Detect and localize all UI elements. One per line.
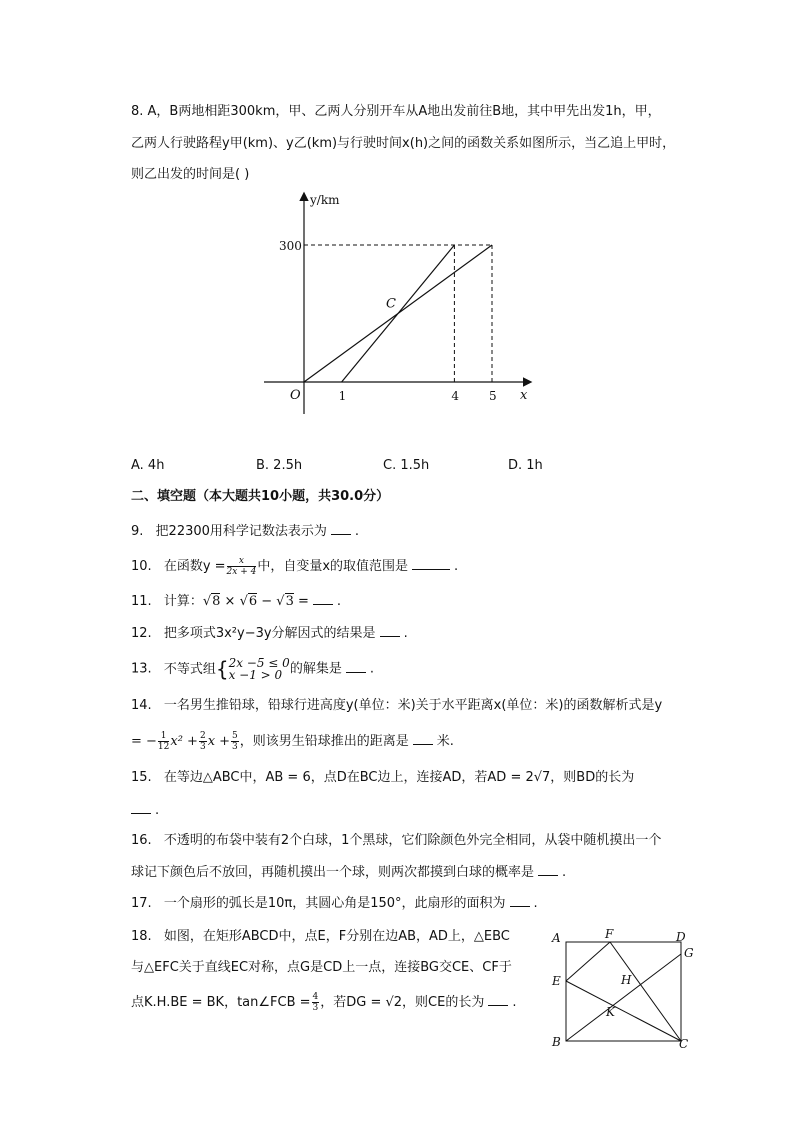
q11-answer-blank[interactable] — [313, 592, 333, 605]
q14-text: 一名男生推铅球，铅球行进高度y(单位：米)关于水平距离x(单位：米)的函数解析式是y — [163, 698, 663, 713]
q18-figure — [548, 926, 698, 1051]
q18-num: 18. — [131, 929, 152, 944]
q14-num: 14. — [131, 698, 152, 713]
q14-line2 — [131, 731, 454, 752]
q8-line2: 乙两人行驶路程y甲(km)、y乙(km)与行驶时间x(h)之间的函数关系如图所示，当乙追上甲时， — [131, 136, 676, 151]
q12-text: 把多项式3x²y−3y分解因式的结果是 — [163, 626, 376, 641]
q11-b: 6 — [248, 594, 258, 609]
q17-answer-blank[interactable] — [510, 894, 530, 907]
q10-frac-den: 2x + 4 — [226, 567, 257, 577]
y-axis-label: y/km — [310, 193, 340, 207]
q11-num: 11. — [131, 594, 152, 609]
option-c[interactable]: C. 1.5h — [383, 458, 430, 473]
section-heading: 二、填空题（本大题共10小题，共30.0分） — [131, 489, 390, 504]
q14-f2-num: 2 — [199, 731, 206, 741]
q15-line2 — [131, 801, 159, 820]
label-a: A — [552, 931, 561, 945]
segment-ef — [566, 942, 610, 981]
x-axis-label: x — [520, 388, 528, 403]
q14-post: ，则该男生铅球推出的距离是 — [239, 734, 409, 749]
q16-text2: 球记下颜色后不放回，再随机摸出一个球，则两次都摸到白球的概率是 — [131, 865, 535, 880]
q14-f1-den: 12 — [157, 742, 170, 752]
q14-t1: x² + — [170, 734, 198, 749]
q17-num: 17. — [131, 896, 152, 911]
q12-end: . — [403, 626, 408, 641]
q12-num: 12. — [131, 626, 152, 641]
y-tick-300: 300 — [279, 239, 302, 253]
q14-f2-den: 3 — [199, 742, 206, 752]
q12 — [131, 624, 408, 643]
q10-end: . — [454, 559, 459, 574]
q13: 13. 不等式组{ 2x −5 ≤ 0 x −1 > 0 的解集是 . — [131, 656, 374, 682]
q16-text1: 不透明的布袋中装有2个白球，1个黑球，它们除颜色外完全相同，从袋中随机摸出一个 — [163, 833, 662, 848]
q12-answer-blank[interactable] — [380, 624, 400, 637]
q10-num: 10. — [131, 559, 152, 574]
q13-num: 13. — [131, 661, 152, 677]
q11 — [131, 592, 341, 611]
q13-ineq1: 2x −5 ≤ 0 — [228, 656, 290, 670]
label-e: E — [552, 974, 561, 988]
q10-frac-num: x — [227, 556, 257, 567]
option-b[interactable]: B. 2.5h — [256, 458, 303, 473]
q13-post: 的解集是 — [289, 661, 342, 677]
label-f: F — [605, 927, 614, 941]
q11-eq: = — [293, 594, 309, 609]
q15-line1 — [131, 769, 634, 787]
x-tick-4: 4 — [451, 389, 460, 403]
label-c: C — [679, 1037, 689, 1051]
q14-t2: x + — [207, 734, 231, 749]
q18-answer-blank[interactable] — [488, 993, 508, 1006]
q16-num: 16. — [131, 833, 152, 848]
q9-text: 把22300用科学记数法表示为 — [155, 524, 327, 539]
q16-line2 — [131, 863, 566, 882]
q9-answer-blank[interactable] — [331, 522, 351, 535]
segment-ec — [566, 981, 681, 1041]
label-d: D — [676, 930, 686, 944]
q18-line3-pre: 点K.H.BE = BK，tan∠FCB = — [131, 995, 311, 1010]
q13-ineq2: x −1 > 0 — [228, 668, 283, 682]
option-a[interactable]: A. 4h — [131, 458, 165, 473]
q18-text1: 如图，在矩形ABCD中，点E，F分别在边AB，AD上，△EBC — [163, 929, 510, 944]
q10-answer-blank[interactable] — [412, 557, 450, 570]
q13-end: . — [369, 661, 374, 677]
option-d[interactable]: D. 1h — [508, 458, 543, 473]
q11-pre: 计算：√ — [163, 594, 212, 609]
q15-text: 在等边△ABC中，AB = 6，点D在BC边上，连接AD，若AD = 2√7，则BD的长为 — [163, 770, 635, 785]
origin-label: O — [290, 388, 301, 403]
q9-num: 9. — [131, 524, 144, 539]
q16-end: . — [562, 865, 567, 880]
q8-line1: 8. A，B两地相距300km，甲、乙两人分别开车从A地出发前往B地，其中甲先出发1h，甲， — [131, 104, 661, 119]
q14-f1-num: 1 — [158, 731, 169, 742]
segment-fc — [610, 942, 681, 1041]
q9-end: . — [354, 524, 360, 539]
q8-line3: 则乙出发的时间是( ) — [131, 167, 250, 182]
label-k: K — [606, 1005, 615, 1019]
point-c-label: C — [386, 296, 396, 312]
q17-text: 一个扇形的弧长是10π，其圆心角是150°，此扇形的面积为 — [163, 896, 506, 911]
q13-pre: 不等式组 — [163, 661, 216, 677]
q8-chart — [262, 188, 542, 418]
q10-pre: 在函数y = — [163, 559, 226, 574]
q13-answer-blank[interactable] — [346, 660, 366, 673]
segment-bg — [566, 954, 681, 1041]
x-tick-5: 5 — [489, 389, 497, 403]
label-g: G — [684, 946, 694, 960]
q14-f3-den: 3 — [232, 742, 238, 752]
q18-end: . — [512, 995, 517, 1010]
q10-post: 中，自变量x的取值范围是 — [257, 559, 409, 574]
series-line-2 — [342, 245, 455, 382]
q18-line3-post: ，若DG = √2，则CE的长为 — [320, 995, 485, 1010]
q16-line1 — [131, 832, 661, 850]
rectangle-abcd — [566, 942, 681, 1041]
x-tick-1: 1 — [338, 389, 347, 403]
q14-f3-num: 5 — [232, 731, 238, 741]
q14-answer-blank[interactable] — [413, 732, 433, 745]
q18-f-num: 4 — [312, 992, 319, 1002]
q10 — [131, 556, 458, 577]
q18-line1 — [131, 928, 510, 946]
q15-end: . — [155, 803, 160, 818]
q18-f-den: 3 — [312, 1003, 319, 1013]
q11-mid: × √ — [220, 594, 248, 609]
label-b: B — [552, 1035, 561, 1049]
label-h: H — [621, 973, 632, 987]
q11-c: 3 — [285, 594, 294, 609]
q18-line3 — [131, 992, 517, 1013]
q17 — [131, 894, 538, 913]
q9 — [131, 522, 359, 541]
q17-end: . — [533, 896, 538, 911]
q16-answer-blank[interactable] — [538, 863, 558, 876]
q18-line2: 与△EFC关于直线EC对称，点G是CD上一点，连接BG交CE、CF于 — [131, 960, 512, 975]
q14-end: 米. — [436, 734, 454, 749]
q11-end: . — [336, 594, 342, 609]
q11-minus: − √ — [257, 594, 285, 609]
q14-eq-pre: = − — [131, 734, 157, 749]
q14-line1 — [131, 697, 662, 715]
q15-answer-blank[interactable] — [131, 801, 151, 814]
q11-a: 8 — [212, 594, 221, 609]
q15-num: 15. — [131, 770, 152, 785]
